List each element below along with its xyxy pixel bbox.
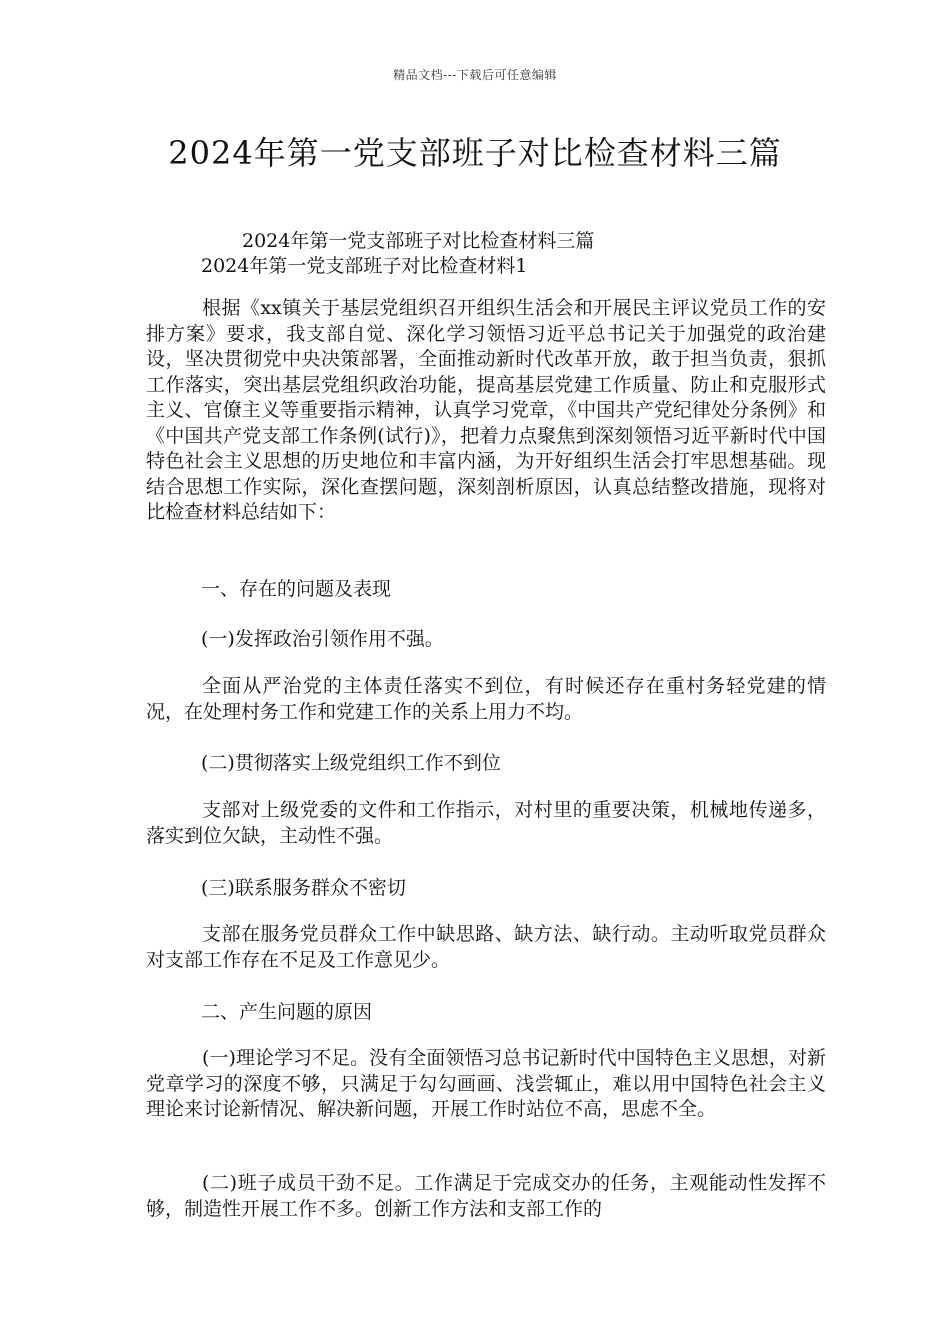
header-note: 精品文档---下载后可任意编辑 [393, 68, 557, 82]
item-heading-implementation: (二)贯彻落实上级党组织工作不到位 [201, 752, 501, 774]
section-heading-problems: 一、存在的问题及表现 [201, 578, 392, 600]
intro-paragraph: 根据《xx镇关于基层党组织召开组织生活会和开展民主评议党员工作的安排方案》要求，我支部自觉、深化学习领悟习近平总书记关于加强党的政治建设，坚决贯彻党中央决策部署，全面推动新时代改革开放，敢于担当负责，狠抓工作落实，突出基层党组织政治功能，提高基层党建工作质量、防止和克服形式主义、官僚主义等重要指示精神，认真学习党章，《中国共产党纪律处分条例》和《中国共产党支部工作条例(试行)》，把着力点聚焦到深刻领悟习近平新时代中国特色社会主义思想的历史地位和丰富内涵，为开好组织生活会打牢思想基础。现结合思想工作实际，深化查摆问题，深刻剖析原因，认真总结整改措施，现将对比检查材料总结如下： [146, 297, 826, 523]
section-heading-causes: 二、产生问题的原因 [201, 1001, 373, 1023]
item-text-political-leadership: 全面从严治党的主体责任落实不到位，有时候还存在重村务轻党建的情况，在处理村务工作和党建工作的关系上用力不均。 [146, 675, 826, 723]
subtitle-collection: 2024年第一党支部班子对比检查材料三篇 [242, 230, 595, 252]
item-text-implementation: 支部对上级党委的文件和工作指示，对村里的重要决策，机械地传递多，落实到位欠缺，主动性不强。 [146, 799, 826, 847]
subtitle-part-1: 2024年第一党支部班子对比检查材料1 [201, 255, 528, 277]
cause-text-theory-study: (一)理论学习不足。没有全面领悟习总书记新时代中国特色主义思想，对新党章学习的深度不够，只满足于勾勾画画、浅尝辄止，难以用中国特色社会主义理论来讨论新情况、解决新问题，开展工作时站位不高，思虑不全。 [146, 1047, 826, 1120]
cause-text-team-drive: (二)班子成员干劲不足。工作满足于完成交办的任务，主观能动性发挥不够，制造性开展工作不多。创新工作方法和支部工作的 [146, 1172, 826, 1220]
page-title: 2024年第一党支部班子对比检查材料三篇 [168, 134, 782, 172]
item-text-mass-service: 支部在服务党员群众工作中缺思路、缺方法、缺行动。主动听取党员群众对支部工作存在不足及工作意见少。 [146, 923, 826, 971]
item-heading-mass-service: (三)联系服务群众不密切 [201, 877, 406, 899]
item-heading-political-leadership: (一)发挥政治引领作用不强。 [201, 628, 444, 650]
